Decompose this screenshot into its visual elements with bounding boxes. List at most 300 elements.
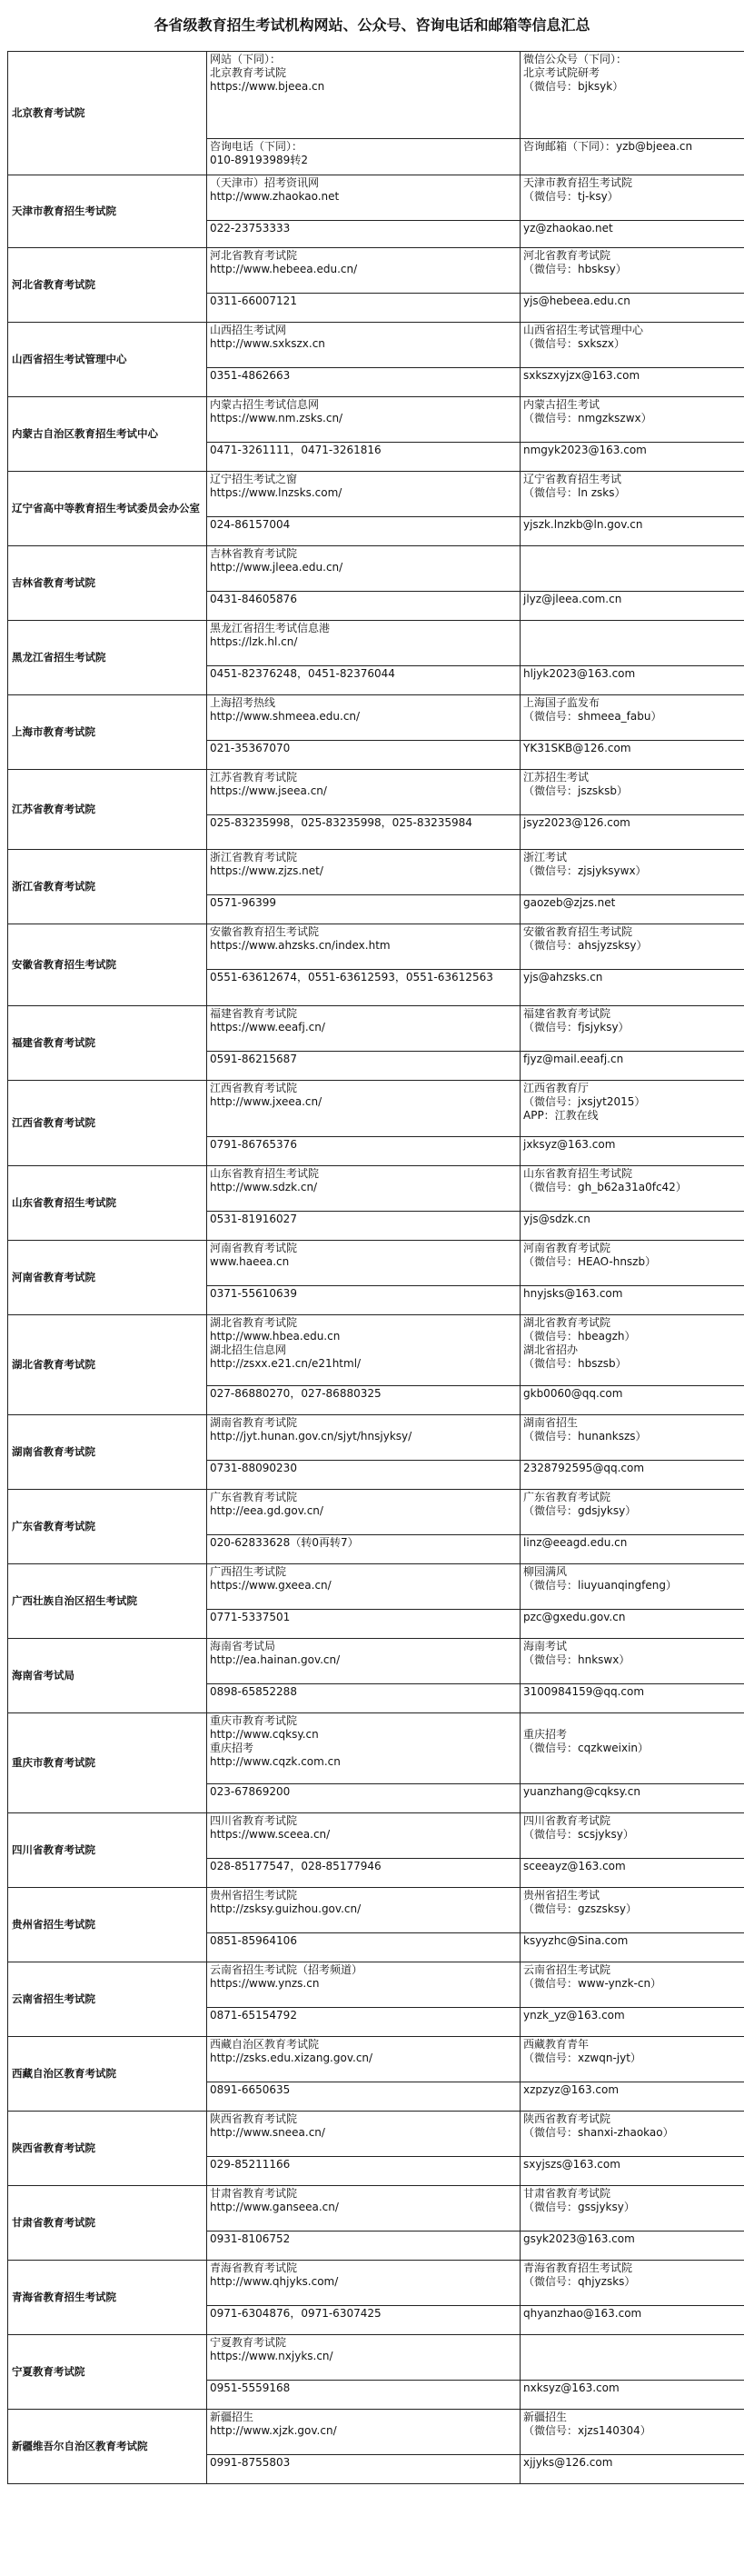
- table-row: [8, 1564, 744, 1610]
- cell-line: （微信号：www-ynzk-cn）: [523, 1977, 662, 1990]
- email-cell: [521, 1461, 744, 1490]
- cell-line: 广东省教育考试院: [210, 1491, 298, 1503]
- wechat-cell: [521, 1006, 744, 1052]
- cell-line: 0951-5559168: [210, 2381, 291, 2394]
- institution-name: 广西壮族自治区招生考试院: [8, 1564, 207, 1639]
- table-row: [8, 175, 744, 221]
- cell-line: 上海国子监发布: [523, 696, 600, 709]
- cell-line[interactable]: https://www.lnzsks.com/: [210, 486, 342, 499]
- cell-line: yjs@sdzk.cn: [523, 1213, 590, 1225]
- website-cell: [207, 2037, 521, 2082]
- wechat-cell: [521, 472, 744, 517]
- table-row: [8, 1639, 744, 1684]
- cell-line: sxkszxyjzx@163.com: [523, 369, 640, 382]
- email-cell: [521, 1286, 744, 1315]
- cell-line: 贵州省招生考试: [523, 1889, 600, 1902]
- table-row: [8, 248, 744, 294]
- cell-line: 山西省招生考试管理中心: [523, 324, 644, 336]
- cell-line: 027-86880270，027-86880325: [210, 1387, 382, 1400]
- website-cell: [207, 850, 521, 895]
- institution-name: 青海省教育招生考试院: [8, 2261, 207, 2335]
- cell-line: 安徽省教育招生考试院: [523, 925, 633, 938]
- email-cell: [521, 443, 744, 472]
- cell-line: （微信号：hnkswx）: [523, 1653, 630, 1666]
- cell-line: 广东省教育考试院: [523, 1491, 611, 1503]
- cell-line: 广西招生考试院: [210, 1565, 287, 1578]
- cell-line: 重庆招考: [210, 1742, 254, 1754]
- institution-name: 湖北省教育考试院: [8, 1315, 207, 1415]
- cell-line: nxksyz@163.com: [523, 2381, 620, 2394]
- cell-line: （微信号：hbsksy）: [523, 263, 627, 275]
- cell-line: 3100984159@qq.com: [523, 1685, 645, 1698]
- website-cell: [207, 52, 521, 139]
- institution-name: 四川省教育考试院: [8, 1813, 207, 1888]
- institution-name: 河北省教育考试院: [8, 248, 207, 323]
- phone-cell: [207, 592, 521, 621]
- phone-cell: [207, 2232, 521, 2261]
- phone-cell: [207, 1933, 521, 1962]
- cell-line: yjszk.lnzkb@ln.gov.cn: [523, 518, 643, 531]
- website-cell: [207, 1490, 521, 1535]
- cell-line: 江西省教育厅: [523, 1082, 590, 1094]
- cell-line: 0771-5337501: [210, 1611, 291, 1623]
- cell-line: 四川省教育考试院: [523, 1814, 611, 1827]
- cell-line: （微信号：hunankszs）: [523, 1430, 647, 1443]
- cell-line: 青海省教育招生考试院: [523, 2261, 633, 2274]
- email-cell: [521, 1535, 744, 1564]
- cell-line: （微信号：ahsjyzsksy）: [523, 939, 648, 952]
- website-cell: [207, 2410, 521, 2455]
- website-cell: [207, 1006, 521, 1052]
- cell-line: gsyk2023@163.com: [523, 2232, 635, 2245]
- institution-name: 西藏自治区教育考试院: [8, 2037, 207, 2112]
- cell-line[interactable]: https://www.ynzs.cn: [210, 1977, 320, 1990]
- cell-line: 湖北省教育考试院: [523, 1316, 611, 1329]
- phone-cell: [207, 1859, 521, 1888]
- cell-line[interactable]: http://zsks.edu.xizang.gov.cn/: [210, 2052, 373, 2064]
- email-cell: [521, 2232, 744, 2261]
- phone-cell: [207, 1212, 521, 1241]
- cell-line: xjjyks@126.com: [523, 2456, 613, 2469]
- cell-line: 陕西省教育考试院: [523, 2112, 611, 2125]
- cell-line: 上海招考热线: [210, 696, 276, 709]
- cell-line[interactable]: http://www.sxkszx.cn: [210, 337, 325, 350]
- cell-line: qhyanzhao@163.com: [523, 2307, 642, 2320]
- cell-line: 浙江考试: [523, 851, 568, 864]
- email-cell: [521, 895, 744, 924]
- email-cell: [521, 1386, 744, 1415]
- cell-line[interactable]: https://www.zjzs.net/: [210, 864, 323, 877]
- email-cell: [521, 294, 744, 323]
- email-cell: [521, 1610, 744, 1639]
- cell-line: （微信号：hbszsb）: [523, 1357, 627, 1370]
- cell-line: 0351-4862663: [210, 369, 291, 382]
- cell-line: 新疆招生: [210, 2411, 254, 2423]
- cell-line: 河南省教育考试院: [210, 1242, 298, 1254]
- cell-line: 重庆市教育考试院: [210, 1714, 298, 1727]
- cell-line: 西藏自治区教育考试院: [210, 2038, 320, 2051]
- table-row: [8, 2410, 744, 2455]
- website-cell: [207, 770, 521, 815]
- cell-line: 北京考试院研考: [523, 66, 600, 79]
- table-row: [8, 546, 744, 592]
- phone-cell: [207, 1286, 521, 1315]
- email-cell: [521, 139, 744, 175]
- wechat-cell: [521, 1166, 744, 1212]
- cell-line: 黑龙江省招生考试信息港: [210, 622, 331, 634]
- cell-line[interactable]: http://www.cqzk.com.cn: [210, 1755, 341, 1768]
- cell-line: 咨询邮箱（下同）：yzb@bjeea.cn: [523, 140, 693, 153]
- table-row: [8, 850, 744, 895]
- cell-line: （微信号：gssjyksy）: [523, 2201, 635, 2213]
- wechat-cell: [521, 850, 744, 895]
- cell-line: 微信公众号（下同）：: [523, 53, 628, 65]
- cell-line: 咨询电话（下同）：: [210, 140, 303, 153]
- cell-line[interactable]: https://www.nm.zsks.cn/: [210, 412, 343, 424]
- wechat-cell: [521, 1713, 744, 1784]
- email-cell: [521, 1212, 744, 1241]
- cell-line[interactable]: http://ea.hainan.gov.cn/: [210, 1653, 341, 1666]
- cell-line: 010-89193989转2: [210, 154, 308, 166]
- cell-line: 网站（下同）：: [210, 53, 282, 65]
- phone-cell: [207, 2455, 521, 2484]
- cell-line: 天津市教育招生考试院: [523, 176, 633, 189]
- phone-cell: [207, 517, 521, 546]
- website-cell: [207, 1081, 521, 1137]
- phone-cell: [207, 1610, 521, 1639]
- cell-line: （微信号：xjzs140304）: [523, 2424, 651, 2437]
- website-cell: [207, 1713, 521, 1784]
- wechat-cell: [521, 695, 744, 741]
- wechat-cell: [521, 1315, 744, 1386]
- cell-line: 湖南省招生: [523, 1416, 579, 1429]
- table-row: [8, 1888, 744, 1933]
- cell-line[interactable]: http://www.qhjyks.com/: [210, 2275, 339, 2288]
- website-cell: [207, 1639, 521, 1684]
- cell-line: yjs@hebeea.edu.cn: [523, 295, 630, 307]
- cell-line: 028-85177547，028-85177946: [210, 1860, 382, 1872]
- cell-line: （微信号：nmgzkszwx）: [523, 412, 652, 424]
- cell-line: 辽宁招生考试之窗: [210, 473, 298, 485]
- email-cell: [521, 221, 744, 248]
- cell-line: 0971-6304876，0971-6307425: [210, 2307, 382, 2320]
- cell-line: （微信号：fjsjyksy）: [523, 1021, 630, 1033]
- institution-name: 山东省教育招生考试院: [8, 1166, 207, 1241]
- cell-line: 辽宁省教育招生考试: [523, 473, 622, 485]
- cell-line: 0931-8106752: [210, 2232, 291, 2245]
- cell-line: 内蒙古招生考试信息网: [210, 398, 320, 411]
- phone-cell: [207, 1684, 521, 1713]
- institution-name: 江苏省教育考试院: [8, 770, 207, 850]
- phone-cell: [207, 1137, 521, 1166]
- cell-line: 025-83235998，025-83235998，025-83235984: [210, 816, 472, 829]
- cell-line: 0791-86765376: [210, 1138, 297, 1151]
- phone-cell: [207, 970, 521, 1006]
- wechat-cell: [521, 1813, 744, 1859]
- table-row: [8, 2261, 744, 2306]
- table-row: [8, 621, 744, 666]
- cell-line: 宁夏教育考试院: [210, 2336, 287, 2349]
- cell-line: hljyk2023@163.com: [523, 667, 636, 680]
- wechat-cell: [521, 175, 744, 221]
- wechat-cell: [521, 546, 744, 592]
- cell-line: 0591-86215687: [210, 1053, 297, 1065]
- cell-line: （微信号：gzszsksy）: [523, 1902, 638, 1915]
- cell-line: yz@zhaokao.net: [523, 222, 613, 235]
- institution-name: 吉林省教育考试院: [8, 546, 207, 621]
- table-row: [8, 52, 744, 139]
- cell-line: 024-86157004: [210, 518, 291, 531]
- cell-line[interactable]: https://www.jseea.cn/: [210, 784, 327, 797]
- cell-line: 0898-65852288: [210, 1685, 297, 1698]
- cell-line: 山西招生考试网: [210, 324, 287, 336]
- table-row: [8, 1490, 744, 1535]
- cell-line: 江苏省教育考试院: [210, 771, 298, 784]
- institution-name: 广东省教育考试院: [8, 1490, 207, 1564]
- cell-line: 贵州省招生考试院: [210, 1889, 298, 1902]
- institution-name: 陕西省教育考试院: [8, 2112, 207, 2186]
- website-cell: [207, 1962, 521, 2008]
- table-row: [8, 397, 744, 443]
- wechat-cell: [521, 2037, 744, 2082]
- phone-cell: [207, 741, 521, 770]
- cell-line[interactable]: http://www.sdzk.cn/: [210, 1181, 318, 1193]
- cell-line: yjs@ahzsks.cn: [523, 971, 603, 983]
- wechat-cell: [521, 397, 744, 443]
- email-cell: [521, 2082, 744, 2112]
- info-table-body: [8, 52, 744, 2484]
- phone-cell: [207, 1461, 521, 1490]
- cell-line: 柳园满风: [523, 1565, 568, 1578]
- cell-line: ynzk_yz@163.com: [523, 2009, 625, 2022]
- email-cell: [521, 1137, 744, 1166]
- cell-line: 0891-6650635: [210, 2083, 291, 2096]
- cell-line[interactable]: http://eea.gd.gov.cn/: [210, 1504, 323, 1517]
- table-row: [8, 323, 744, 368]
- email-cell: [521, 592, 744, 621]
- phone-cell: [207, 895, 521, 924]
- website-cell: [207, 1813, 521, 1859]
- wechat-cell: [521, 2335, 744, 2381]
- cell-line: hnyjsks@163.com: [523, 1287, 623, 1300]
- cell-line[interactable]: http://www.xjzk.gov.cn/: [210, 2424, 337, 2437]
- table-row: [8, 924, 744, 970]
- cell-line: linz@eeagd.edu.cn: [523, 1536, 628, 1549]
- email-cell: [521, 2008, 744, 2037]
- email-cell: [521, 741, 744, 770]
- cell-line: pzc@gxedu.gov.cn: [523, 1611, 626, 1623]
- cell-line: jxksyz@163.com: [523, 1138, 616, 1151]
- cell-line[interactable]: https://www.sceea.cn/: [210, 1828, 331, 1841]
- wechat-cell: [521, 248, 744, 294]
- cell-line: 福建省教育考试院: [210, 1007, 298, 1020]
- cell-line: （微信号：ln zsks）: [523, 486, 626, 499]
- institution-name: 内蒙古自治区教育招生考试中心: [8, 397, 207, 472]
- wechat-cell: [521, 2410, 744, 2455]
- wechat-cell: [521, 924, 744, 970]
- cell-line: nmgyk2023@163.com: [523, 444, 647, 456]
- cell-line: [523, 2336, 741, 2350]
- phone-cell: [207, 2082, 521, 2112]
- cell-line: 云南省招生考试院: [523, 1963, 611, 1976]
- cell-line: 湖北招生信息网: [210, 1343, 287, 1356]
- phone-cell: [207, 815, 521, 850]
- cell-line: 029-85211166: [210, 2158, 291, 2171]
- institution-name: 黑龙江省招生考试院: [8, 621, 207, 695]
- cell-line: sxyjszs@163.com: [523, 2158, 620, 2171]
- cell-line: 北京教育考试院: [210, 66, 287, 79]
- table-row: [8, 1006, 744, 1052]
- cell-line[interactable]: www.haeea.cn: [210, 1255, 290, 1268]
- cell-line[interactable]: http://www.sneea.cn/: [210, 2126, 325, 2139]
- cell-line: [523, 547, 741, 561]
- cell-line: 020-62833628（转0再转7）: [210, 1536, 359, 1549]
- cell-line: （微信号：cqzkweixin）: [523, 1742, 650, 1754]
- cell-line[interactable]: http://www.cqksy.cn: [210, 1728, 319, 1741]
- cell-line: 0731-88090230: [210, 1462, 297, 1474]
- website-cell: [207, 323, 521, 368]
- website-cell: [207, 2112, 521, 2157]
- table-row: [8, 2112, 744, 2157]
- email-cell: [521, 666, 744, 695]
- cell-line[interactable]: http://jyt.hunan.gov.cn/sjyt/hnsjyksy/: [210, 1430, 412, 1443]
- cell-line: fjyz@mail.eeafj.cn: [523, 1053, 624, 1065]
- website-cell: [207, 621, 521, 666]
- cell-line: 山东省教育招生考试院: [523, 1167, 633, 1180]
- cell-line: xzpzyz@163.com: [523, 2083, 620, 2096]
- table-row: [8, 1241, 744, 1286]
- wechat-cell: [521, 2261, 744, 2306]
- table-row: [8, 1166, 744, 1212]
- wechat-cell: [521, 1888, 744, 1933]
- phone-cell: [207, 139, 521, 175]
- cell-line: 0871-65154792: [210, 2009, 297, 2022]
- cell-line[interactable]: http://www.zhaokao.net: [210, 190, 340, 203]
- cell-line: 河北省教育考试院: [523, 249, 611, 262]
- cell-line: （微信号：jxsjyt2015）: [523, 1095, 646, 1108]
- website-cell: [207, 1415, 521, 1461]
- cell-line: （微信号：bjksyk）: [523, 80, 624, 93]
- wechat-cell: [521, 1639, 744, 1684]
- cell-line: （微信号：zjsjyksywx）: [523, 864, 647, 877]
- cell-line: ksyyzhc@Sina.com: [523, 1934, 629, 1947]
- cell-line: gaozeb@zjzs.net: [523, 896, 616, 909]
- email-cell: [521, 2381, 744, 2410]
- institution-name: 贵州省招生考试院: [8, 1888, 207, 1962]
- cell-line: yuanzhang@cqksy.cn: [523, 1785, 640, 1798]
- cell-line: 0371-55610639: [210, 1287, 297, 1300]
- cell-line: 0851-85964106: [210, 1934, 297, 1947]
- cell-line: 海南省考试局: [210, 1640, 276, 1652]
- cell-line: 山东省教育招生考试院: [210, 1167, 320, 1180]
- institution-name: 湖南省教育考试院: [8, 1415, 207, 1490]
- cell-line: （微信号：xzwqn-jyt）: [523, 2052, 641, 2064]
- cell-line: 0311-66007121: [210, 295, 297, 307]
- cell-line[interactable]: http://www.hebeea.edu.cn/: [210, 263, 358, 275]
- email-cell: [521, 517, 744, 546]
- website-cell: [207, 2186, 521, 2232]
- cell-line: 甘肃省教育考试院: [523, 2187, 611, 2200]
- cell-line: 0991-8755803: [210, 2456, 291, 2469]
- phone-cell: [207, 1052, 521, 1081]
- table-row: [8, 2186, 744, 2232]
- cell-line: （微信号：shanxi-zhaokao）: [523, 2126, 674, 2139]
- cell-line[interactable]: https://www.eeafj.cn/: [210, 1021, 325, 1033]
- table-row: [8, 770, 744, 815]
- cell-line[interactable]: http://www.shmeea.edu.cn/: [210, 710, 361, 723]
- cell-line[interactable]: http://zsxx.e21.cn/e21html/: [210, 1357, 362, 1370]
- wechat-cell: [521, 770, 744, 815]
- institution-name: 北京教育考试院: [8, 52, 207, 175]
- cell-line: 甘肃省教育考试院: [210, 2187, 298, 2200]
- wechat-cell: [521, 1241, 744, 1286]
- email-cell: [521, 1933, 744, 1962]
- phone-cell: [207, 1784, 521, 1813]
- wechat-cell: [521, 1962, 744, 2008]
- table-row: [8, 695, 744, 741]
- website-cell: [207, 546, 521, 592]
- phone-cell: [207, 2306, 521, 2335]
- cell-line[interactable]: https://www.bjeea.cn: [210, 80, 325, 93]
- cell-line[interactable]: https://www.ahzsks.cn/index.htm: [210, 939, 391, 952]
- cell-line: （微信号：HEAO-hnszb）: [523, 1255, 657, 1268]
- cell-line: 四川省教育考试院: [210, 1814, 298, 1827]
- cell-line: （微信号：gh_b62a31a0fc42）: [523, 1181, 687, 1193]
- cell-line: （微信号：sxkszx）: [523, 337, 625, 350]
- cell-line: 河南省教育考试院: [523, 1242, 611, 1254]
- email-cell: [521, 2455, 744, 2484]
- cell-line[interactable]: https://lzk.hl.cn/: [210, 635, 298, 648]
- website-cell: [207, 695, 521, 741]
- cell-line[interactable]: http://www.hbea.edu.cn: [210, 1330, 341, 1343]
- website-cell: [207, 1315, 521, 1386]
- website-cell: [207, 2261, 521, 2306]
- cell-line: 湖北省教育考试院: [210, 1316, 298, 1329]
- cell-line[interactable]: http://www.ganseea.cn/: [210, 2201, 339, 2213]
- cell-line[interactable]: http://www.jleea.edu.cn/: [210, 561, 343, 574]
- wechat-cell: [521, 621, 744, 666]
- institution-name: 新疆维吾尔自治区教育考试院: [8, 2410, 207, 2484]
- cell-line: 青海省教育考试院: [210, 2261, 298, 2274]
- cell-line: （微信号：scsjyksy）: [523, 1828, 634, 1841]
- email-cell: [521, 2306, 744, 2335]
- phone-cell: [207, 368, 521, 397]
- table-row: [8, 1081, 744, 1137]
- cell-line[interactable]: http://zsksy.guizhou.gov.cn/: [210, 1902, 362, 1915]
- cell-line: 新疆招生: [523, 2411, 568, 2423]
- table-row: [8, 2335, 744, 2381]
- cell-line: （微信号：qhjyzsks）: [523, 2275, 636, 2288]
- cell-line[interactable]: https://www.gxeea.cn/: [210, 1579, 332, 1592]
- cell-line: sceeayz@163.com: [523, 1860, 626, 1872]
- cell-line: 福建省教育考试院: [523, 1007, 611, 1020]
- website-cell: [207, 397, 521, 443]
- table-row: [8, 472, 744, 517]
- cell-line: 0571-96399: [210, 896, 277, 909]
- website-cell: [207, 248, 521, 294]
- phone-cell: [207, 2381, 521, 2410]
- email-cell: [521, 1052, 744, 1081]
- table-row: [8, 1962, 744, 2008]
- institution-name: 江西省教育考试院: [8, 1081, 207, 1166]
- phone-cell: [207, 221, 521, 248]
- cell-line[interactable]: https://www.nxjyks.cn/: [210, 2350, 333, 2362]
- website-cell: [207, 1241, 521, 1286]
- cell-line[interactable]: http://www.jxeea.cn/: [210, 1095, 322, 1108]
- table-row: [8, 1315, 744, 1386]
- cell-line: 0471-3261111，0471-3261816: [210, 444, 382, 456]
- phone-cell: [207, 2157, 521, 2186]
